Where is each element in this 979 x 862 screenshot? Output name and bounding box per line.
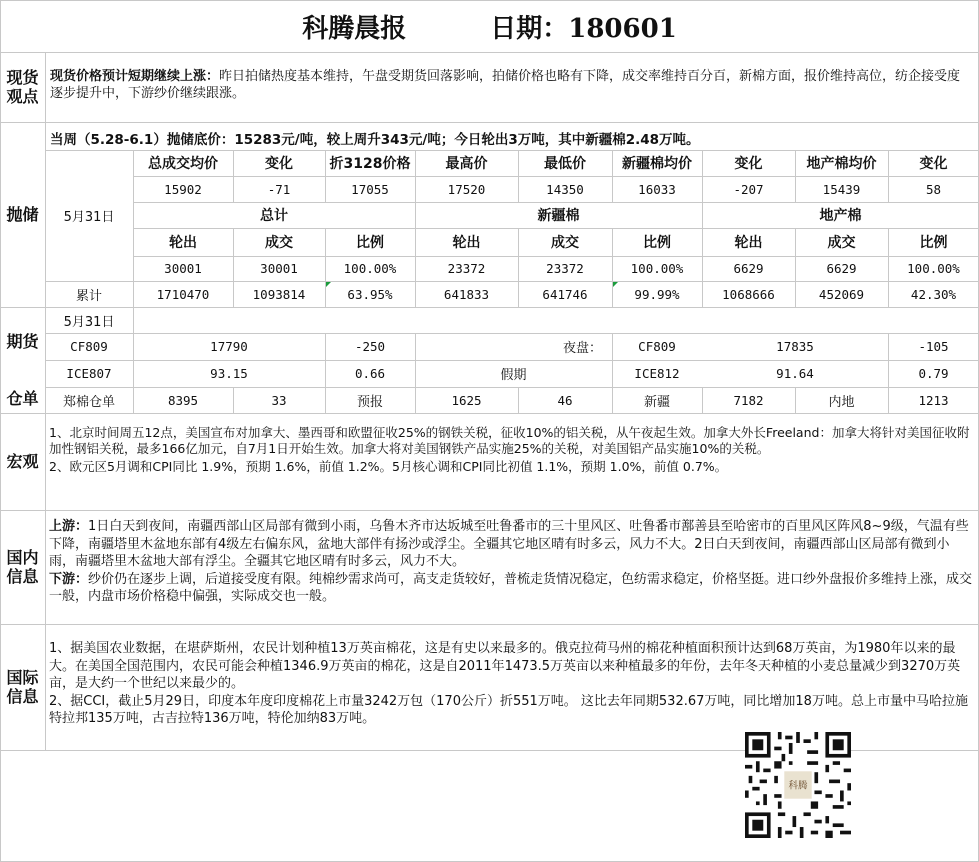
xinjiang-label: 新疆	[643, 394, 670, 410]
futures-date: 5月31日	[63, 314, 115, 330]
downstream-label: 下游：	[49, 571, 89, 587]
futures-contract: CF809	[70, 339, 108, 354]
section-label-macro: 宏观	[6, 452, 39, 471]
spot-view-text	[50, 68, 972, 102]
forecast-label: 预报	[356, 394, 383, 410]
night-contract: CF809	[638, 339, 676, 354]
price-value: 14350	[546, 181, 584, 197]
divider	[0, 413, 979, 414]
international-item: 2、据CCI，截止5月29日，印度本年度印度棉花上市量3242万包（170公斤）折551万吨。 这比去年同期532.67万吨，同比增加18万吨。总上市量中马哈拉施特拉邦135万吨，古吉拉特136万吨，特伦加纳83万吨。	[49, 693, 968, 726]
upstream-label: 上游：	[49, 519, 89, 534]
ice-change: 0.66	[354, 366, 386, 381]
price-value: 15439	[822, 181, 861, 197]
auction-date: 5月31日	[63, 209, 115, 225]
section-label-international: 国际 信息	[6, 668, 39, 706]
sub-header: 比例	[919, 235, 948, 251]
price-header: 变化	[265, 156, 293, 172]
price-value: 58	[925, 181, 942, 197]
price-header: 最高价	[445, 156, 488, 172]
forecast-change: 46	[557, 392, 573, 408]
international-item: 1、据美国农业数据，在堪萨斯州，农民计划种植13万英亩棉花，这是有史以来最多的。俄克拉荷马州的棉花种植面积预计达到68万英亩，为1980年以来的最大。在美国全国范围内，农民可能会种植1346.9万英亩的棉花，这是自2011年1473.5万英亩以来种植最多的年份，去年冬天种植的小麦总量减少到3270万英亩，是大约一个世纪以来最少的。	[49, 641, 961, 691]
warehouse-label: 郑棉仓单	[62, 394, 115, 410]
cumulative-value: 1093814	[252, 286, 306, 302]
price-header: 变化	[734, 156, 763, 172]
forecast-value: 1625	[451, 392, 482, 408]
daily-value: 6629	[826, 261, 857, 276]
divider	[0, 307, 979, 308]
price-value: -207	[733, 181, 764, 197]
ice-price: 93.15	[210, 366, 248, 381]
macro-text	[49, 425, 973, 475]
group-header-total: 总计	[260, 208, 288, 224]
sub-header: 比例	[643, 235, 671, 251]
ice2-price: 91.64	[776, 366, 814, 381]
divider	[0, 52, 979, 53]
holiday-label: 假期	[500, 368, 527, 383]
sub-header: 轮出	[169, 235, 197, 251]
divider	[0, 0, 979, 1]
spot-view-body: 昨日拍储热度基本维持，午盘受期货回落影响，拍储价格也略有下降，成交率维持百分百，新棉方面，报价维持高位，纺企接受度逐步提升中，下游纱价继续跟涨。	[50, 69, 961, 101]
sub-header: 成交	[265, 235, 293, 251]
night-price: 17835	[776, 339, 814, 354]
ice2-contract: ICE812	[634, 366, 680, 381]
section-label-spot: 现货 观点	[6, 68, 39, 106]
inland-label: 内地	[828, 394, 855, 410]
sub-header: 轮出	[452, 235, 481, 251]
sub-header: 成交	[827, 235, 856, 251]
section-label-futures: 期货	[6, 331, 39, 351]
section-label-auction: 抛储	[6, 205, 39, 224]
report-header	[0, 0, 979, 52]
price-value: 17520	[447, 181, 486, 197]
report-date: 日期：180601	[490, 13, 677, 44]
night-change: -105	[918, 339, 949, 354]
daily-value: 100.00%	[343, 261, 397, 276]
qr-caption: 科腾	[788, 780, 808, 792]
daily-value: 100.00%	[630, 261, 684, 276]
cumulative-value: 641833	[443, 286, 490, 302]
section-label-domestic: 国内 信息	[6, 548, 39, 586]
spot-view-lead: 现货价格预计短期继续上涨：	[50, 69, 220, 84]
price-header: 总成交均价	[148, 156, 218, 172]
daily-value: 6629	[733, 261, 764, 276]
cell-comment-marker	[613, 282, 618, 287]
sub-header: 轮出	[734, 235, 763, 251]
cumulative-value: 99.99%	[634, 286, 680, 302]
macro-item: 1、北京时间周五12点，美国宣布对加拿大、墨西哥和欧盟征收25%的钢铁关税，征收10%的铝关税，从午夜起生效。加拿大外长Freeland：加拿大将针对美国征收附加性钢铝关税，最多166亿加元，自7月1日开始生效。加拿大将对美国钢铁产品实施25%的关税，对美国铝产品实施10%的关税。	[49, 425, 970, 456]
price-header: 折3128价格	[329, 156, 411, 172]
cumulative-value: 63.95%	[347, 286, 393, 302]
qr-code-image	[745, 732, 851, 838]
daily-value: 23372	[447, 261, 486, 276]
cumulative-value: 452069	[818, 286, 865, 302]
ice-contract: ICE807	[66, 366, 112, 381]
sub-header: 比例	[356, 235, 384, 251]
international-text	[49, 640, 973, 728]
auction-summary: 当周（5.28-6.1）抛储底价：15283元/吨，较上周升343元/吨；今日轮出3万吨，其中新疆棉2.48万吨。	[50, 132, 700, 148]
warehouse-receipts: 8395	[167, 392, 199, 408]
futures-change: -250	[354, 339, 386, 354]
night-session-label: 夜盘：	[562, 341, 602, 356]
inland-value: 1213	[918, 392, 949, 408]
upstream-paragraph	[49, 518, 973, 571]
price-value: 17055	[351, 181, 389, 197]
xinjiang-value: 7182	[733, 392, 764, 408]
group-header-local: 地产棉	[819, 208, 862, 224]
daily-value: 23372	[546, 261, 584, 276]
cumulative-label: 累计	[75, 288, 102, 304]
sub-header: 成交	[551, 235, 579, 251]
cumulative-value: 1710470	[156, 286, 210, 302]
cumulative-value: 1068666	[722, 286, 775, 302]
report-title: 科腾晨报	[302, 13, 407, 44]
macro-item: 2、欧元区5月调和CPI同比 1.9%，预期 1.6%，前值 1.2%。5月核心调和CPI同比初值 1.1%，预期 1.0%，前值 0.7%。	[49, 459, 728, 474]
downstream-paragraph	[49, 571, 973, 606]
cumulative-value: 42.30%	[910, 286, 957, 302]
price-header: 变化	[919, 156, 948, 172]
ice2-change: 0.79	[918, 366, 949, 381]
futures-price: 17790	[210, 339, 248, 354]
cumulative-value: 641746	[542, 286, 588, 302]
upstream-text: 1日白天到夜间，南疆西部山区局部有微到小雨，乌鲁木齐市达坂城至吐鲁番市的三十里风区、吐鲁番市鄯善县至哈密市的百里风区阵风8~9级，气温有些下降，南疆塔里木盆地东部有4级左右偏东风，盆地大部伴有扬沙或浮尘。全疆其它地区晴有时多云，风力不大。2日白天到夜间，南疆西部山区局部有微到小雨，南疆塔里木盆地大部有浮尘。全疆其它地区晴有时多云，风力不大。	[49, 519, 969, 569]
divider	[0, 510, 979, 511]
price-header: 新疆棉均价	[622, 156, 692, 172]
daily-value: 30001	[164, 261, 202, 276]
warehouse-change: 33	[271, 392, 287, 408]
price-header: 最低价	[544, 156, 586, 172]
divider	[0, 624, 979, 625]
daily-value: 30001	[260, 261, 298, 276]
cell-comment-marker	[326, 282, 331, 287]
price-value: -71	[267, 181, 291, 197]
price-value: 15902	[164, 181, 202, 197]
group-header-xinjiang: 新疆棉	[537, 208, 580, 224]
price-header: 地产棉均价	[806, 156, 877, 172]
downstream-text: 纱价仍在逐步上调，后道接受度有限。纯棉纱需求尚可，高支走货较好，普梳走货情况稳定，色纺需求稳定，价格坚挺。进口纱外盘报价多维持上涨，成交一般，内盘市场价格稳中偏强，实际成交也一般。	[49, 571, 973, 604]
divider	[0, 122, 979, 123]
domestic-text	[49, 518, 973, 606]
price-value: 16033	[638, 181, 676, 197]
daily-value: 100.00%	[907, 261, 960, 276]
section-label-warehouse: 仓单	[6, 388, 39, 408]
